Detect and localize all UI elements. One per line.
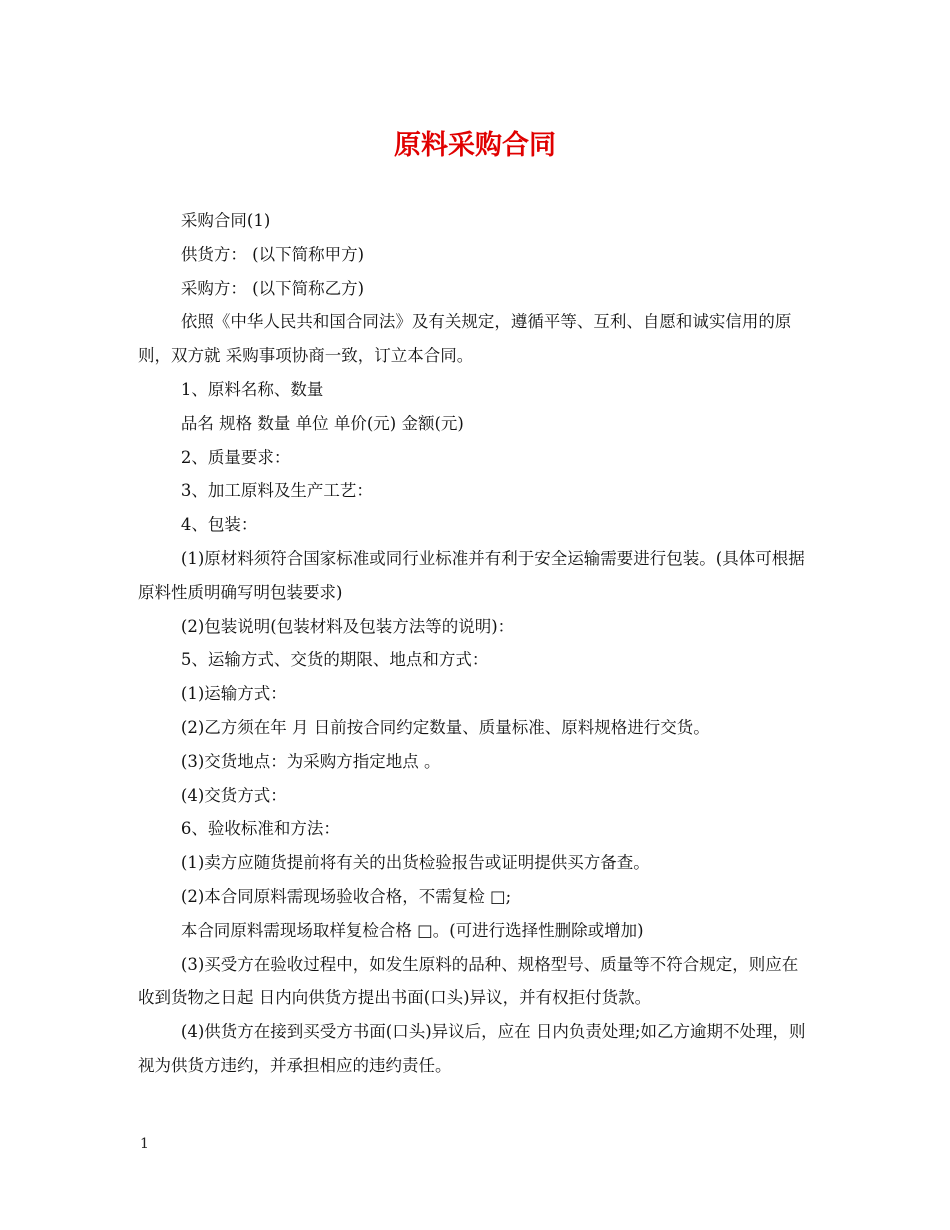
paragraph: 1、原料名称、数量 [180,379,324,399]
document-body [138,204,814,1083]
paragraph: (1)运输方式： [180,684,287,704]
paragraph: (2)本合同原料需现场验收合格，不需复检 □; [180,886,512,906]
paragraph: (4)供货方在接到买受方书面(口头)异议后，应在 日内负责处理;如乙方逾期不处理，则视为供货方违约，并承担相应的违约责任。 [138,1022,806,1075]
page-number: 1 [140,1136,149,1152]
paragraph: 采购合同(1) [180,211,271,230]
paragraph: (3)买受方在验收过程中，如发生原料的品种、规格型号、质量等不符合规定，则应在收到货物之日起 日内向供货方提出书面(口头)异议，并有权拒付货款。 [138,954,799,1008]
paragraph: 采购方： (以下简称乙方) [180,278,365,298]
paragraph: 6、验收标准和方法： [180,819,340,839]
paragraph: 2、质量要求： [180,447,291,467]
paragraph: 3、加工原料及生产工艺： [180,481,373,501]
paragraph: 5、运输方式、交货的期限、地点和方式： [180,650,489,670]
paragraph: (2)乙方须在年 月 日前按合同约定数量、质量标准、原料规格进行交货。 [180,717,710,737]
paragraph: (3)交货地点：为采购方指定地点 。 [180,751,441,771]
paragraph: 品名 规格 数量 单位 单价(元) 金额(元) [180,413,464,433]
paragraph: 供货方： (以下简称甲方) [180,244,365,264]
paragraph: (1)卖方应随货提前将有关的出货检验报告或证明提供买方备查。 [180,853,650,873]
document-title: 原料采购合同 [394,130,556,161]
paragraph: (1)原材料须符合国家标准或同行业标准并有利于安全运输需要进行包装。(具体可根据原料性质明确写明包装要求) [138,548,805,602]
paragraph: 4、包装： [180,515,258,535]
paragraph: (4)交货方式： [180,785,287,805]
paragraph: 依照《中华人民共和国合同法》及有关规定，遵循平等、互利、自愿和诚实信用的原则，双方就 采购事项协商一致，订立本合同。 [138,312,792,366]
paragraph: 本合同原料需现场取样复检合格 □。(可进行选择性删除或增加) [180,920,644,940]
paragraph: (2)包装说明(包装材料及包装方法等的说明)： [180,616,515,636]
